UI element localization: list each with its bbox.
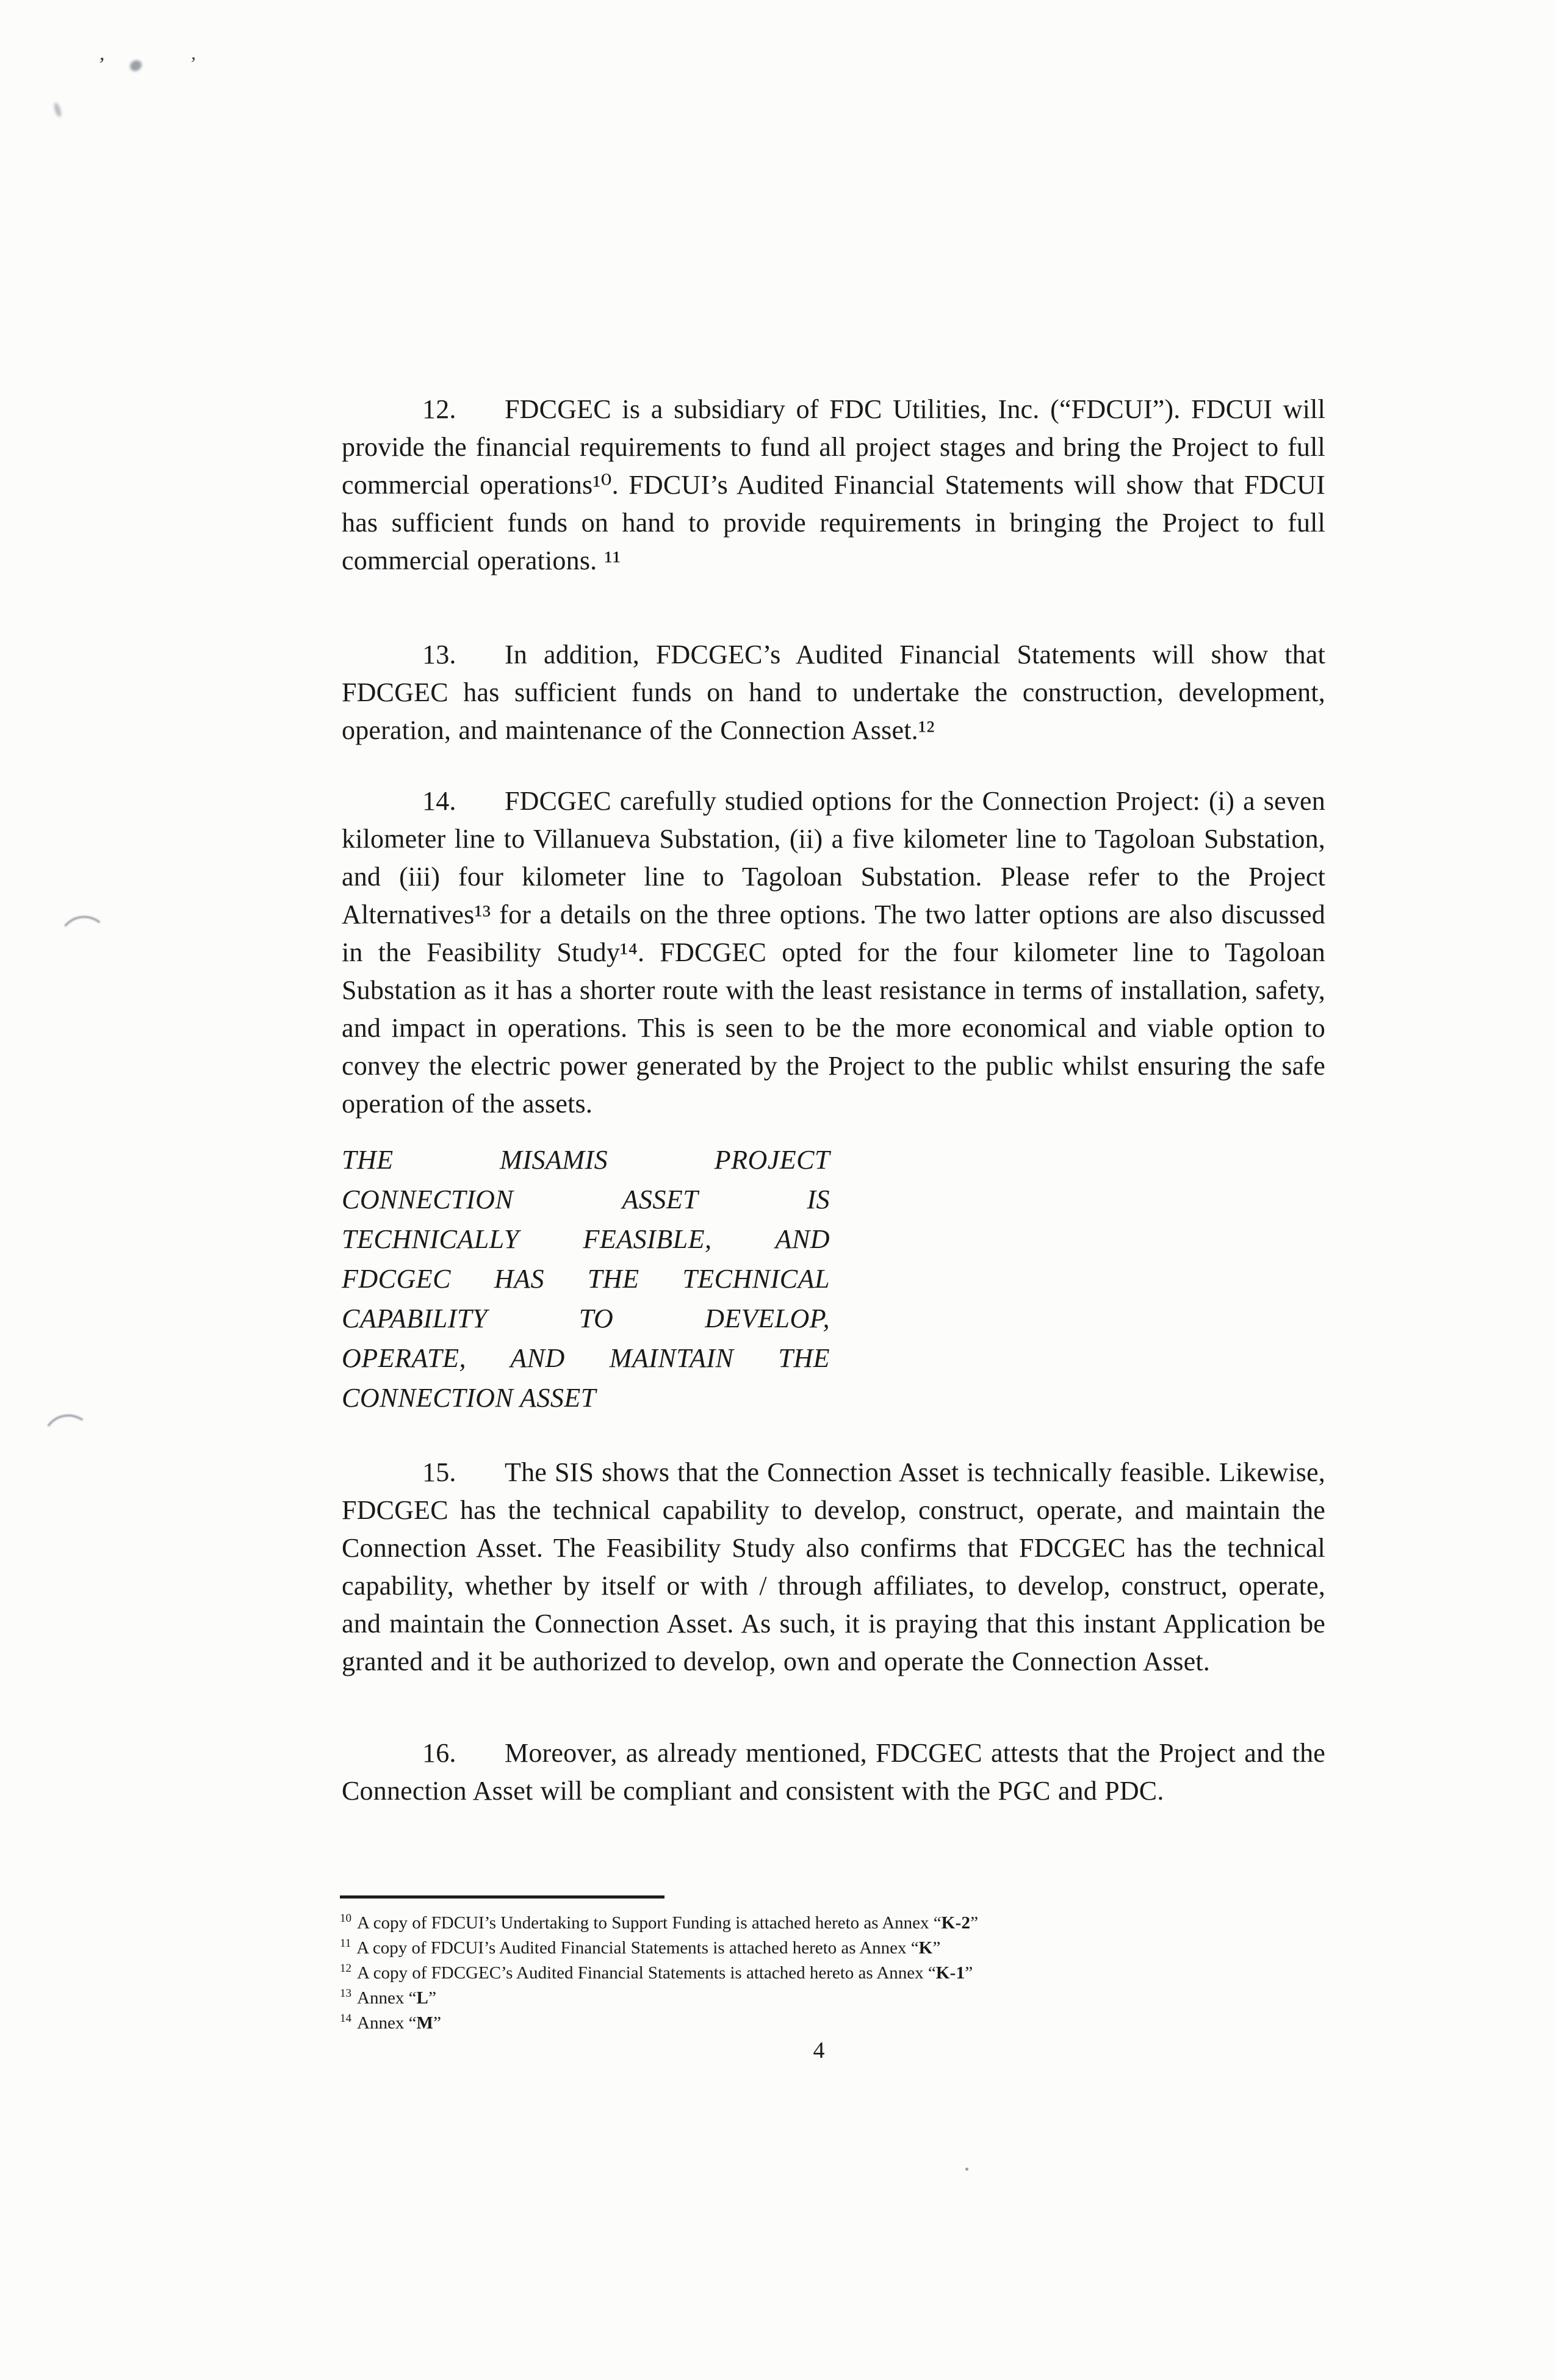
paragraph-12-number: 12. bbox=[422, 394, 456, 424]
paragraph-13 bbox=[342, 636, 1325, 749]
paragraph-14 bbox=[342, 782, 1325, 1123]
footnote-12-annex-label: K-1 bbox=[935, 1963, 965, 1983]
footnote-11-annex-label: K bbox=[918, 1938, 933, 1958]
paragraph-16 bbox=[342, 1734, 1325, 1810]
section-heading-line: CONNECTION ASSET bbox=[342, 1383, 596, 1413]
paragraph-16-number: 16. bbox=[422, 1738, 456, 1768]
footnote-11-text: A copy of FDCUI’s Audited Financial Statements is attached hereto as Annex “ bbox=[356, 1938, 919, 1958]
footnote-12 bbox=[340, 1961, 1341, 1986]
paragraph-12-text: FDCGEC is a subsidiary of FDC Utilities, Inc. (“FDCUI”). FDCUI will provide the financial requirements to fund all project stages and bring the Project to full commercial operations¹⁰. FDCUI’s Audited Financial Statements will show that FDCUI has sufficient funds on hand to provide requirements in bringing the Project to full commercial operations. ¹¹ bbox=[342, 394, 1325, 575]
scan-speck bbox=[53, 102, 63, 118]
scan-artifact-arc bbox=[56, 914, 112, 970]
footnote-12-marker: 12 bbox=[340, 1962, 351, 1975]
footnote-10-marker: 10 bbox=[340, 1912, 351, 1925]
paragraph-15 bbox=[342, 1454, 1325, 1681]
scan-speck: ’ bbox=[96, 53, 106, 77]
footnote-10-suffix: ” bbox=[970, 1913, 979, 1933]
scan-speck bbox=[128, 58, 143, 73]
paragraph-14-text: FDCGEC carefully studied options for the Connection Project: (i) a seven kilometer line to Villanueva Substation, (ii) a five kilometer line to Tagoloan Substation, and (iii) four kilometer line to Tagoloan Substation. Please refer to the Project Alternatives¹³ for a details on the three options. The two latter options are also discussed in the Feasibility Study¹⁴. FDCGEC opted for the four kilometer line to Tagoloan Substation as it has a shorter route with the least resistance in terms of installation, safety, and impact in operations. This is seen to be the more economical and viable option to convey the electric power generated by the Project to the public whilst ensuring the safe operation of the assets. bbox=[342, 786, 1325, 1119]
section-heading-line: TECHNICALLY FEASIBLE, AND bbox=[342, 1224, 830, 1254]
footnote-14-marker: 14 bbox=[340, 2012, 351, 2025]
footnote-14-suffix: ” bbox=[433, 2013, 441, 2033]
paragraph-12 bbox=[342, 391, 1325, 580]
paragraph-13-number: 13. bbox=[422, 640, 456, 669]
scan-speck: ’ bbox=[189, 52, 197, 75]
footnote-13-suffix: ” bbox=[428, 1988, 436, 2008]
scan-artifact-arc bbox=[38, 1410, 98, 1469]
footnote-10-text: A copy of FDCUI’s Undertaking to Support Funding is attached hereto as Annex “ bbox=[357, 1913, 942, 1933]
footnote-12-text: A copy of FDCGEC’s Audited Financial Statements is attached hereto as Annex “ bbox=[357, 1963, 936, 1983]
footnote-separator-rule bbox=[340, 1895, 665, 1899]
footnote-11-suffix: ” bbox=[932, 1938, 941, 1958]
footnote-14 bbox=[340, 2011, 1341, 2036]
paragraph-15-text: The SIS shows that the Connection Asset is technically feasible. Likewise, FDCGEC has the technical capability to develop, construct, operate, and maintain the Connection Asset. The Feasibility Study also confirms that FDCGEC has the technical capability, whether by itself or with / through affiliates, to develop, construct, operate, and maintain the Connection Asset. As such, it is praying that this instant Application be granted and it be authorized to develop, own and operate the Connection Asset. bbox=[342, 1457, 1325, 1676]
page-number: 4 bbox=[813, 2038, 825, 2063]
footnote-11-marker: 11 bbox=[340, 1937, 351, 1950]
footnote-10 bbox=[340, 1911, 1341, 1936]
paragraph-13-text: In addition, FDCGEC’s Audited Financial Statements will show that FDCGEC has sufficient funds on hand to undertake the construction, development, operation, and maintenance of the Connection Asset.¹² bbox=[342, 640, 1325, 745]
footnote-12-suffix: ” bbox=[965, 1963, 973, 1983]
footnote-13 bbox=[340, 1986, 1341, 2011]
section-heading-line: THE MISAMIS PROJECT bbox=[342, 1145, 830, 1175]
footnotes-section bbox=[340, 1895, 1341, 2036]
footnote-13-text: Annex “ bbox=[357, 1988, 417, 2008]
footnote-13-annex-label: L bbox=[416, 1988, 429, 2008]
paragraph-15-number: 15. bbox=[422, 1457, 456, 1487]
footnote-10-annex-label: K-2 bbox=[941, 1913, 971, 1933]
section-heading-line: FDCGEC HAS THE TECHNICAL bbox=[342, 1264, 830, 1294]
paragraph-14-number: 14. bbox=[422, 786, 456, 816]
section-heading-line: OPERATE, AND MAINTAIN THE bbox=[342, 1343, 830, 1373]
paragraph-16-text: Moreover, as already mentioned, FDCGEC attests that the Project and the Connection Asset will be compliant and consistent with the PGC and PDC. bbox=[342, 1738, 1325, 1806]
footnote-13-marker: 13 bbox=[340, 1987, 351, 2000]
section-heading-line: CONNECTION ASSET IS bbox=[342, 1185, 830, 1214]
footnote-14-annex-label: M bbox=[416, 2013, 434, 2033]
section-heading bbox=[342, 1140, 830, 1418]
scan-speck bbox=[965, 2168, 968, 2171]
footnote-14-text: Annex “ bbox=[357, 2013, 417, 2033]
footnote-11 bbox=[340, 1936, 1341, 1961]
section-heading-line: CAPABILITY TO DEVELOP, bbox=[342, 1304, 830, 1333]
